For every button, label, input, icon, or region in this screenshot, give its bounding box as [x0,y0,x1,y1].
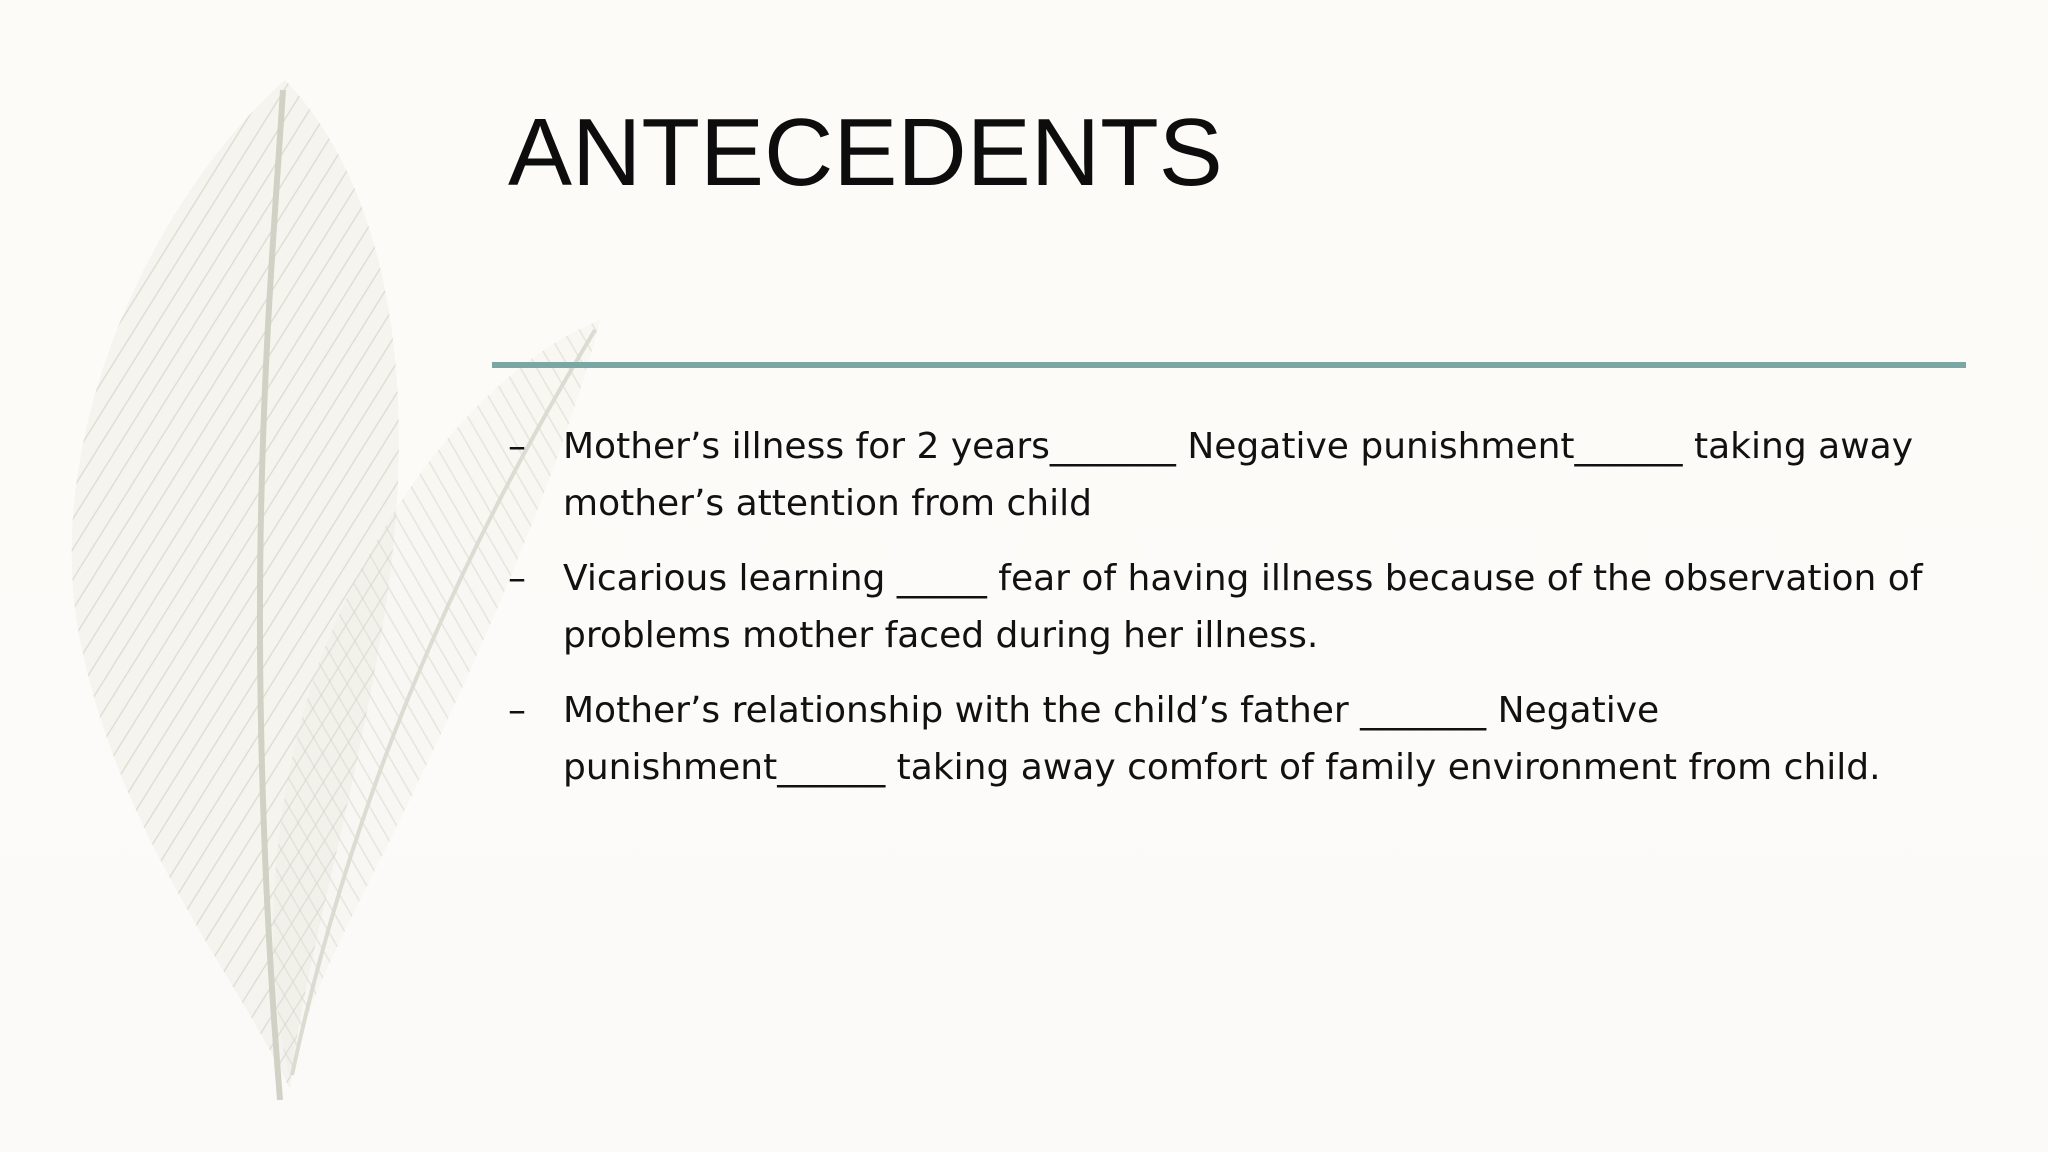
list-item [508,682,1948,796]
page-title: ANTECEDENTS [508,99,1223,206]
title-divider [492,362,1966,368]
bullet-text: Mother’s relationship with the child’s father _______ Negative punishment______ taking away comfort of family environment from child. [563,690,1881,788]
dash-marker: – [508,426,526,467]
feather-main [72,80,399,1100]
dash-marker: – [508,690,526,731]
bullet-text: Mother’s illness for 2 years_______ Negative punishment______ taking away mother’s attention from child [563,426,1913,524]
dash-marker: – [508,558,526,599]
list-item [508,550,1948,664]
bullet-list [508,418,1948,814]
list-item [508,418,1948,532]
bullet-text: Vicarious learning _____ fear of having illness because of the observation of problems mother faced during her illness. [563,558,1923,656]
